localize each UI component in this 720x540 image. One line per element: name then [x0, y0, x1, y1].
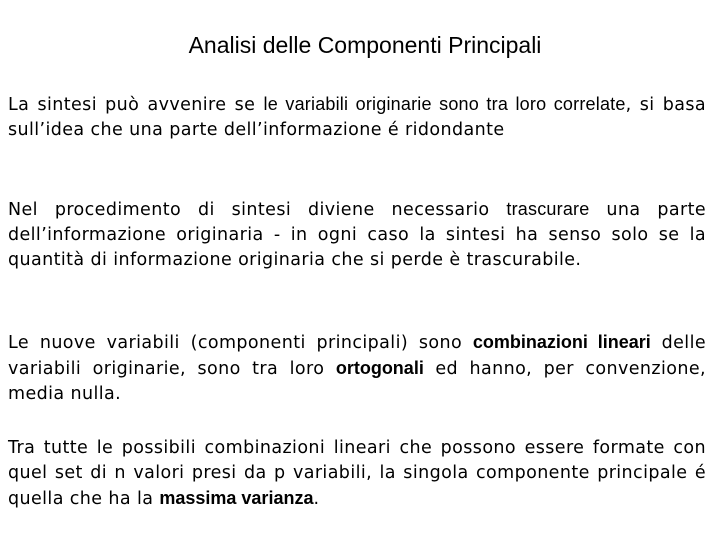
paragraph-correlation [8, 92, 706, 143]
p2-text-1: Nel procedimento di sintesi diviene necessario [8, 200, 507, 220]
p3-emphasis-linear-combinations: combinazioni lineari [472, 332, 651, 352]
p3-emphasis-orthogonal: ortogonali [335, 358, 424, 378]
p3-text-2: delle variabili originarie, sono tra loro [8, 333, 706, 379]
paragraph-neglect [8, 197, 706, 273]
paragraph-max-variance [8, 436, 706, 512]
p1-text-2: , si basa sull’idea che una parte dell’informazione é ridondante [8, 95, 707, 140]
p1-emphasis-correlated-variables: le variabili originarie sono tra loro correlate [263, 94, 626, 114]
p1-text-1: La sintesi può avvenire se [8, 95, 264, 115]
p2-emphasis-trascurare: trascurare [506, 199, 590, 219]
slide-title: Analisi delle Componenti Principali [188, 32, 542, 58]
p4-emphasis-max-variance: massima varianza [159, 488, 314, 508]
p3-text-3: ed hanno, per convenzione, media nulla. [8, 359, 706, 404]
p4-text-1: Tra tutte le possibili combinazioni lineari che possono essere formate con quel set di n valori presi da p variabili, la singola componente principale é quella che ha la [8, 438, 706, 509]
p4-text-2: . [313, 489, 320, 509]
p3-text-1: Le nuove variabili (componenti principali) sono [8, 333, 473, 353]
paragraph-new-variables [8, 330, 706, 407]
p2-text-2: una parte dell’informazione originaria - in ogni caso la sintesi ha senso solo se la quantità di informazione originaria che si perde è trascurabile. [8, 200, 706, 270]
